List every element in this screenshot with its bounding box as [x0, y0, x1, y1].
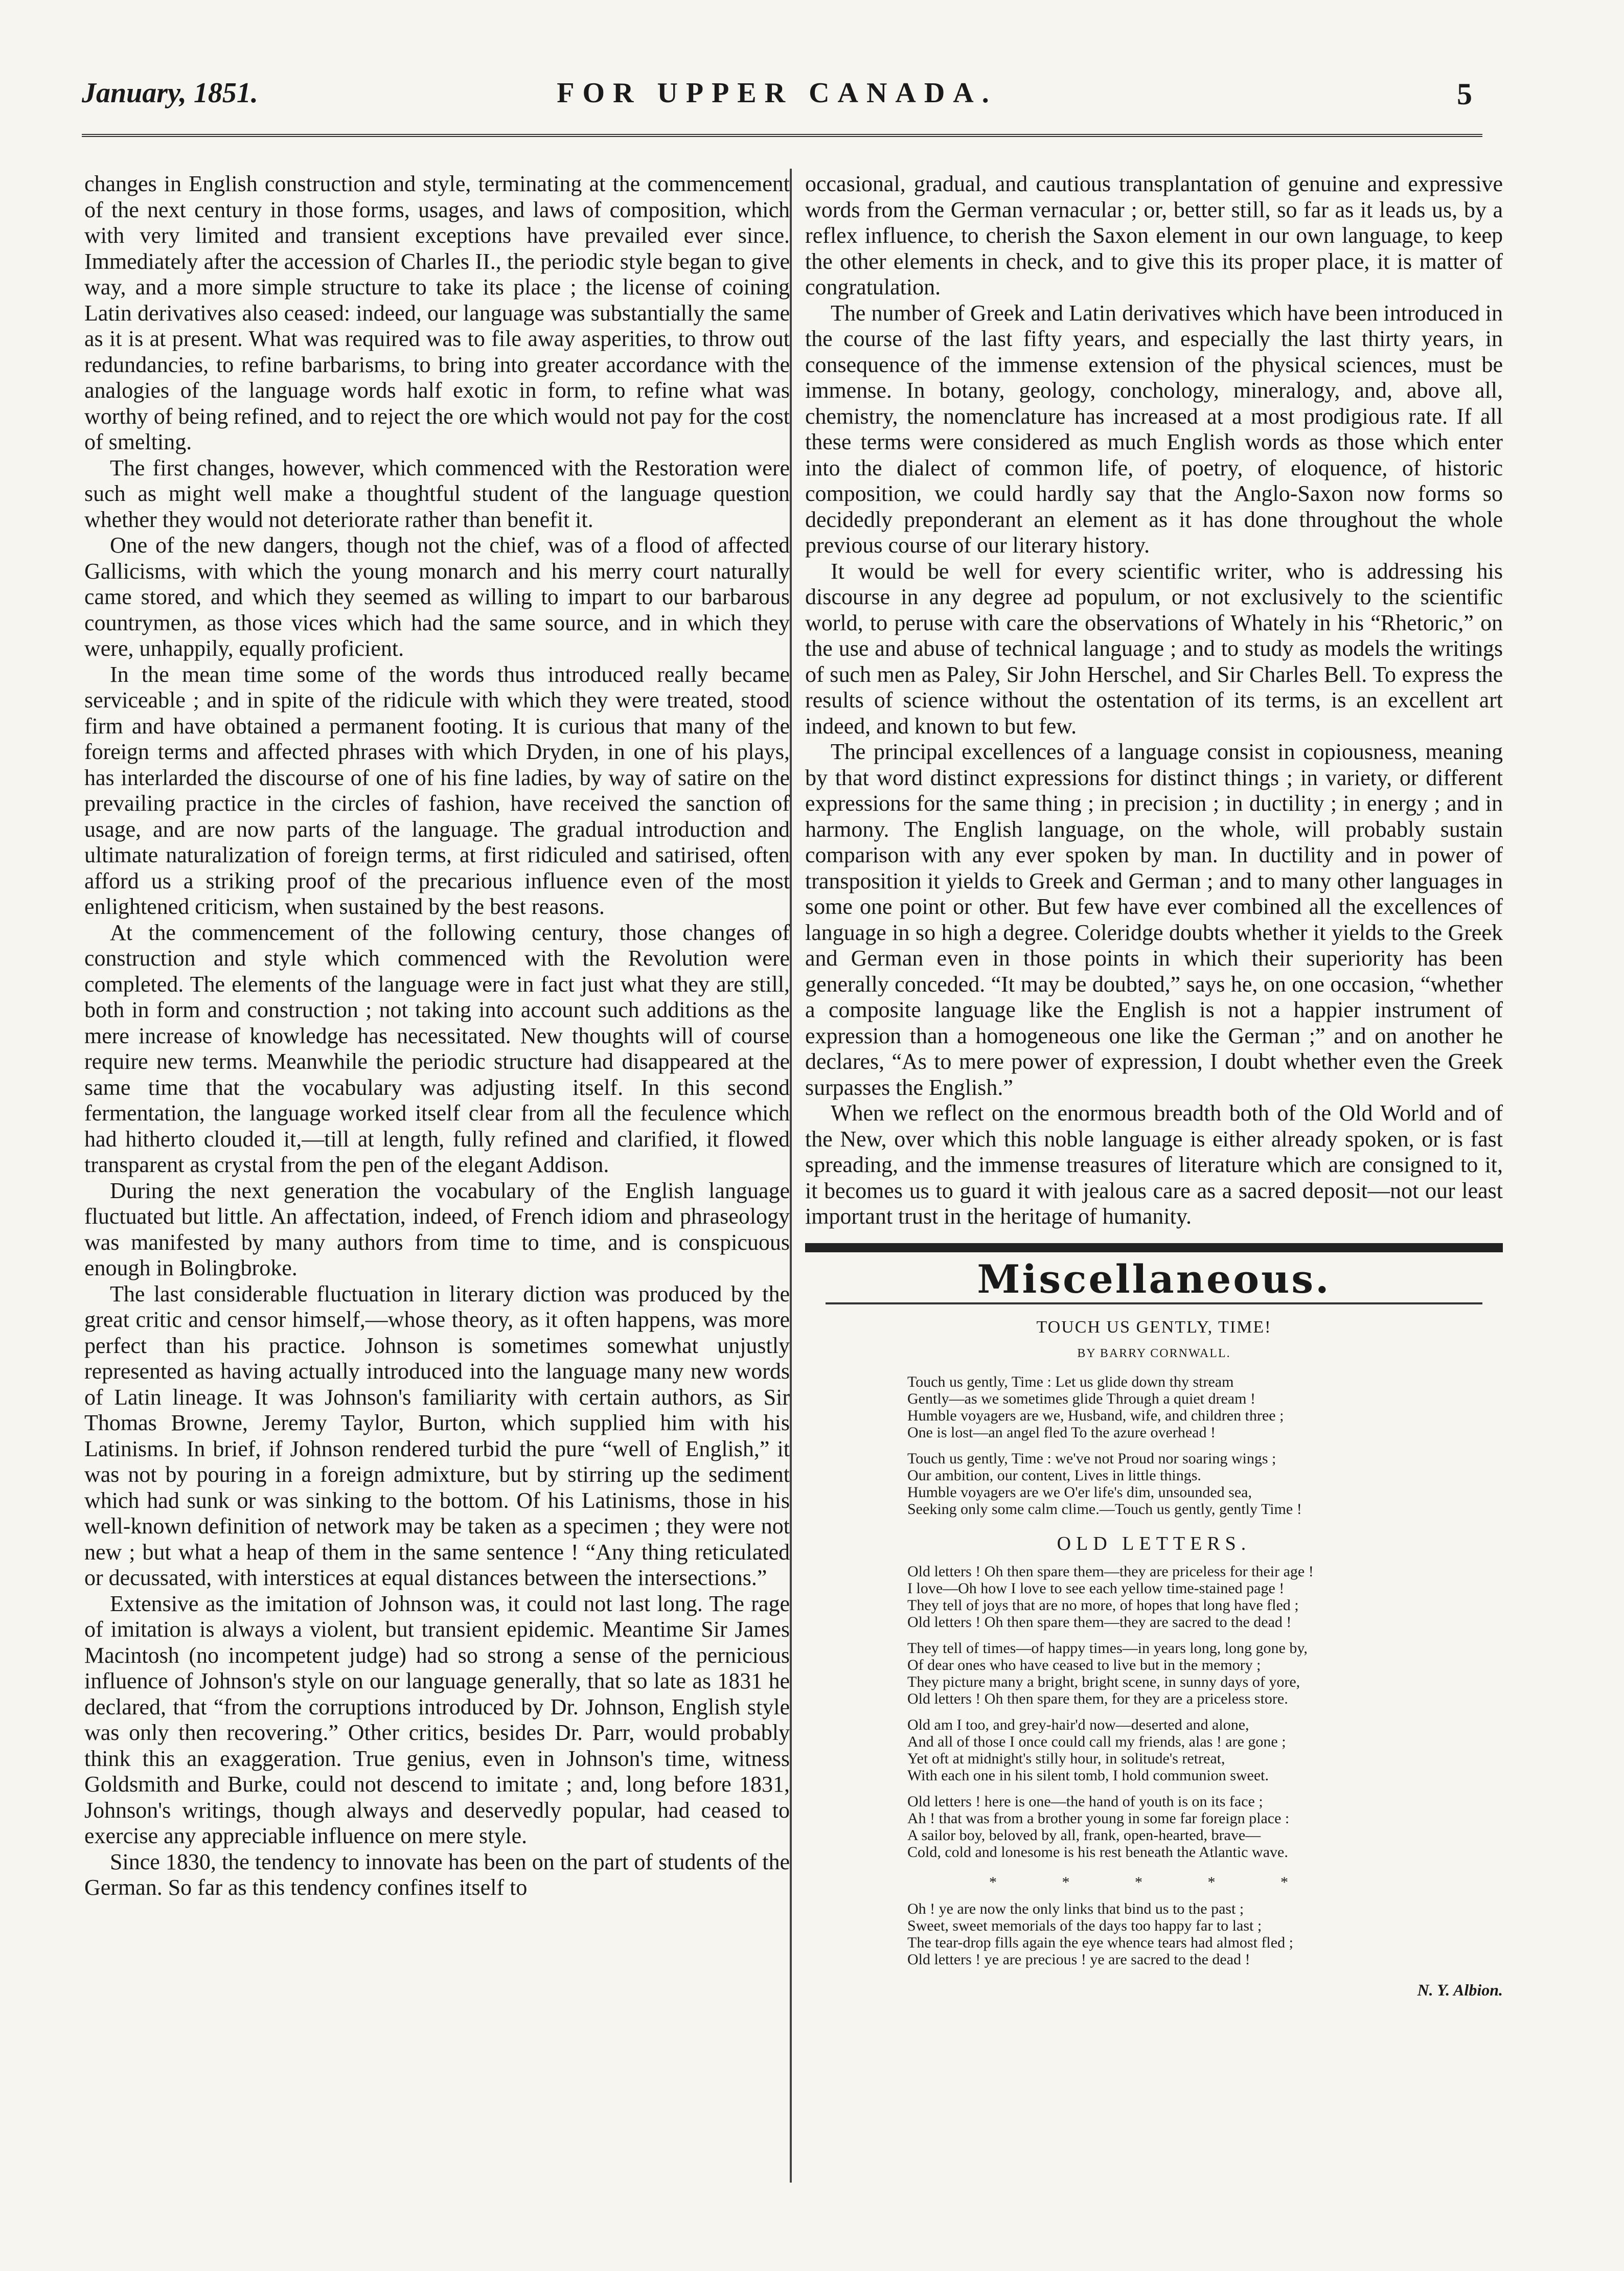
page-header	[82, 77, 1472, 118]
poem-line: Old letters ! Oh then spare them, for they are a priceless store.	[907, 1690, 1288, 1707]
poem-line: They tell of joys that are no more, of hopes that long have fled ;	[907, 1596, 1299, 1614]
poem-line: Humble voyagers are we O'er life's dim, unsounded sea,	[907, 1484, 1252, 1501]
poem-line: A sailor boy, beloved by all, frank, open-hearted, brave—	[907, 1826, 1261, 1844]
poem-line: Old letters ! Oh then spare them—they are priceless for their age !	[907, 1563, 1314, 1580]
poem-line: Touch us gently, Time : we've not Proud nor soaring wings ;	[907, 1450, 1276, 1467]
poem-line: They picture many a bright, bright scene, in sunny days of yore,	[907, 1673, 1300, 1690]
poem-line: Old letters ! Oh then spare them—they are sacred to the dead !	[907, 1613, 1292, 1631]
poem-line: Gently—as we sometimes glide Through a quiet dream !	[907, 1390, 1255, 1407]
poem-line: Sweet, sweet memorials of the days too happy far to last ;	[907, 1917, 1262, 1934]
paragraph: Extensive as the imitation of Johnson was, it could not last long. The rage of imitation is always a violent, but transient epidemic. Meantime Sir James Macintosh (no incompetent judge) had so strong a sense of the pernicious influence of Johnson's style on our language generally, that so late as 1831 he declared, that “from the corruptions introduced by Dr. Johnson, English style was only then recovering.” Other critics, besides Dr. Parr, would probably think this an exaggeration. True genius, even in Johnson's time, witness Goldsmith and Burke, could not descend to imitate ; and, long before 1831, Johnson's writings, though always and deservedly popular, had ceased to exercise any appreciable influence on mere style.	[84, 1591, 790, 1848]
header-rule	[82, 134, 1482, 137]
poem-line: Yet oft at midnight's stilly hour, in solitude's retreat,	[907, 1750, 1225, 1767]
poem-line: Seeking only some calm clime.—Touch us gently, gently Time !	[907, 1501, 1302, 1518]
stanza	[907, 1900, 1503, 1968]
poem-line: With each one in his silent tomb, I hold communion sweet.	[907, 1767, 1269, 1784]
poem-line: Cold, cold and lonesome is his rest beneath the Atlantic wave.	[907, 1843, 1288, 1861]
poem-line: Old letters ! here is one—the hand of youth is on its face ;	[907, 1793, 1263, 1810]
poem-title: OLD LETTERS.	[1057, 1533, 1251, 1554]
heading-rule	[826, 1302, 1482, 1304]
poem-body	[805, 1373, 1503, 1518]
section-stars: * * * * *	[989, 1873, 1319, 1891]
stanza	[907, 1373, 1503, 1441]
poem-line: Touch us gently, Time : Let us glide down thy stream	[907, 1373, 1234, 1390]
paragraph: The last considerable fluctuation in literary diction was produced by the great critic and censor himself,—whose theory, as it often happens, was more perfect than his practice. Johnson is sometimes somewhat unjustly represented as having actually introduced into the language many new words of Latin lineage. It was Johnson's familiarity with certain authors, as Sir Thomas Browne, Jeremy Taylor, Burton, which supplied him with his Latinisms. In brief, if Johnson rendered turbid the pure “well of English,” it was not by pouring in a foreign admixture, but by stirring up the sediment which had sunk or was sinking to the bottom. Of his Latinisms, those in his well-known definition of network may be taken as a specimen ; they were not new ; but what a heap of them in the same sentence ! “Any thing reticulated or decussated, with interstices at equal distances between the intersections.”	[84, 1281, 790, 1590]
paragraph: At the commencement of the following century, those changes of construction and style which commenced with the Revolution were completed. The elements of the language were in fact just what they are still, both in form and construction ; not taking into account such additions as the mere increase of knowledge has necessitated. New thoughts will of course require new terms. Meanwhile the periodic structure had disappeared at the same time that the vocabulary was adjusting itself. In this second fermentation, the language worked itself clear from all the feculence which had hitherto clouded it,—till at length, fully refined and clarified, it flowed transparent as crystal from the pen of the elegant Addison.	[84, 920, 790, 1177]
paragraph: The principal excellences of a language consist in copiousness, meaning by that word distinct expressions for distinct things ; in variety, or different expressions for the same thing ; in precision ; in ductility ; in energy ; and in harmony. The English language, on the whole, will probably sustain comparison with any ever spoken by man. In ductility and in power of transposition it yields to Greek and German ; and to many other languages in some one point or other. But few have ever combined all the excellences of language in so high a degree. Coleridge doubts whether it yields to the Greek and German even in those points in which their superiority has been generally conceded. “It may be doubted,” says he, on one occasion, “whether a composite language like the English is not a happier instrument of expression than a homogeneous one like the German ;” and on another he declares, “As to mere power of expression, I doubt whether even the Greek surpasses the English.”	[805, 739, 1503, 1100]
paragraph: When we reflect on the enormous breadth both of the Old World and of the New, over which this noble language is either already spoken, or is fast spreading, and the immense treasures of literature which are consigned to it, it becomes us to guard it with jealous care as a sacred deposit—not our least important trust in the heritage of humanity.	[805, 1100, 1503, 1229]
poem-line: Old letters ! ye are precious ! ye are sacred to the dead !	[907, 1951, 1250, 1968]
poem-author: BY BARRY CORNWALL.	[1077, 1346, 1231, 1360]
running-title: FOR UPPER CANADA.	[557, 77, 997, 109]
poem-line: I love—Oh how I love to see each yellow time-stained page !	[907, 1579, 1285, 1597]
poem-line: Old am I too, and grey-hair'd now—deserted and alone,	[907, 1716, 1249, 1733]
miscellaneous-heading: Miscellaneous.	[977, 1256, 1331, 1302]
poem-title: TOUCH US GENTLY, TIME!	[1036, 1318, 1272, 1337]
stanza	[907, 1716, 1503, 1784]
paragraph: It would be well for every scientific writer, who is addressing his discourse in any degree ad populum, or not exclusively to the scientific world, to peruse with care the observations of Whately in his “Rhetoric,” on the use and abuse of technical language ; and to study as models the writings of such men as Paley, Sir John Herschel, and Sir Charles Bell. To express the results of science without the ostentation of its terms, is an excellent art indeed, and known to but few.	[805, 558, 1503, 739]
right-column-text	[805, 171, 1503, 1230]
poem-line: They tell of times—of happy times—in years long, long gone by,	[907, 1639, 1308, 1657]
poem-body	[805, 1900, 1503, 1968]
right-column	[805, 171, 1503, 2003]
paragraph: In the mean time some of the words thus introduced really became serviceable ; and in spite of the ridicule with which they were treated, stood firm and have obtained a permanent footing. It is curious that many of the foreign terms and affected phrases with which Dryden, in one of his plays, has interlarded the discourse of one of his fine ladies, by way of satire on the prevailing practice in the circles of fashion, have received the sanction of usage, and are now parts of the language. The gradual introduction and ultimate naturalization of foreign terms, at first ridiculed and satirised, often afford us a striking proof of the precarious influence even of the most enlightened criticism, when sustained by the best reasons.	[84, 661, 790, 919]
paragraph: occasional, gradual, and cautious transplantation of genuine and expressive words from the German vernacular ; or, better still, so far as it leads us, by a reflex influence, to cherish the Saxon element in our own language, to keep the other elements in check, and to give this its proper place, it is matter of congratulation.	[805, 171, 1503, 300]
paragraph: One of the new dangers, though not the chief, was of a flood of affected Gallicisms, with which the young monarch and his merry court naturally came stored, and which they seemed as willing to impart to our barbarous countrymen, as those vices which had the same source, and in which they were, unhappily, equally proficient.	[84, 533, 790, 661]
section-rule	[805, 1243, 1503, 1252]
poem-line: Our ambition, our content, Lives in little things.	[907, 1467, 1201, 1484]
issue-date: January, 1851.	[82, 77, 258, 109]
poem-line: Ah ! that was from a brother young in some far foreign place :	[907, 1809, 1290, 1827]
poem-line: The tear-drop fills again the eye whence tears had almost fled ;	[907, 1934, 1293, 1951]
stanza	[907, 1793, 1503, 1861]
page-number: 5	[1457, 77, 1472, 111]
paragraph: The number of Greek and Latin derivatives which have been introduced in the course of the last fifty years, and especially the last thirty years, in consequence of the immense extension of the physical sciences, must be immense. In botany, geology, conchology, mineralogy, and, above all, chemistry, the nomenclature has increased at a most prodigious rate. If all these terms were considered as much English words as those which enter into the dialect of common life, of poetry, of eloquence, of historic composition, we could hardly say that the Anglo-Saxon now forms so decidedly preponderant an element as it has done throughout the whole previous course of our literary history.	[805, 300, 1503, 558]
paragraph: changes in English construction and style, terminating at the commencement of the next century in those forms, usages, and laws of composition, which with very limited and transient exceptions have prevailed ever since. Immediately after the accession of Charles II., the periodic style began to give way, and a more simple structure to take its place ; the license of coining Latin derivatives also ceased: indeed, our language was substantially the same as it is at present. What was required was to file away asperities, to throw out redundancies, to refine barbarisms, to bring into greater accordance with the analogies of the language words half exotic in form, to refine what was worthy of being refined, and to reject the ore which would not pay for the cost of smelting.	[84, 171, 790, 454]
paragraph: During the next generation the vocabulary of the English language fluctuated but little. An affectation, indeed, of French idiom and phraseology was manifested by many authors from time to time, and is conspicuous enough in Bolingbroke.	[84, 1178, 790, 1280]
paragraph: Since 1830, the tendency to innovate has been on the part of students of the German. So far as this tendency confines itself to	[84, 1849, 790, 1900]
paragraph: The first changes, however, which commenced with the Restoration were such as might well make a thoughtful student of the language question whether they would not deteriorate rather than benefit it.	[84, 455, 790, 532]
stanza	[907, 1640, 1503, 1707]
stanza	[907, 1563, 1503, 1631]
column-divider	[790, 169, 792, 2183]
poem-line: Humble voyagers are we, Husband, wife, and children three ;	[907, 1407, 1284, 1424]
poem-line: Of dear ones who have ceased to live but in the memory ;	[907, 1656, 1261, 1673]
poem-line: Oh ! ye are now the only links that bind us to the past ;	[907, 1900, 1244, 1917]
poem-credit: N. Y. Albion.	[1417, 1981, 1503, 1999]
poem-body	[805, 1563, 1503, 1861]
poem-line: One is lost—an angel fled To the azure overhead !	[907, 1424, 1216, 1441]
stanza	[907, 1450, 1503, 1518]
left-column	[84, 171, 790, 1901]
poem-line: And all of those I once could call my friends, alas ! are gone ;	[907, 1733, 1286, 1750]
